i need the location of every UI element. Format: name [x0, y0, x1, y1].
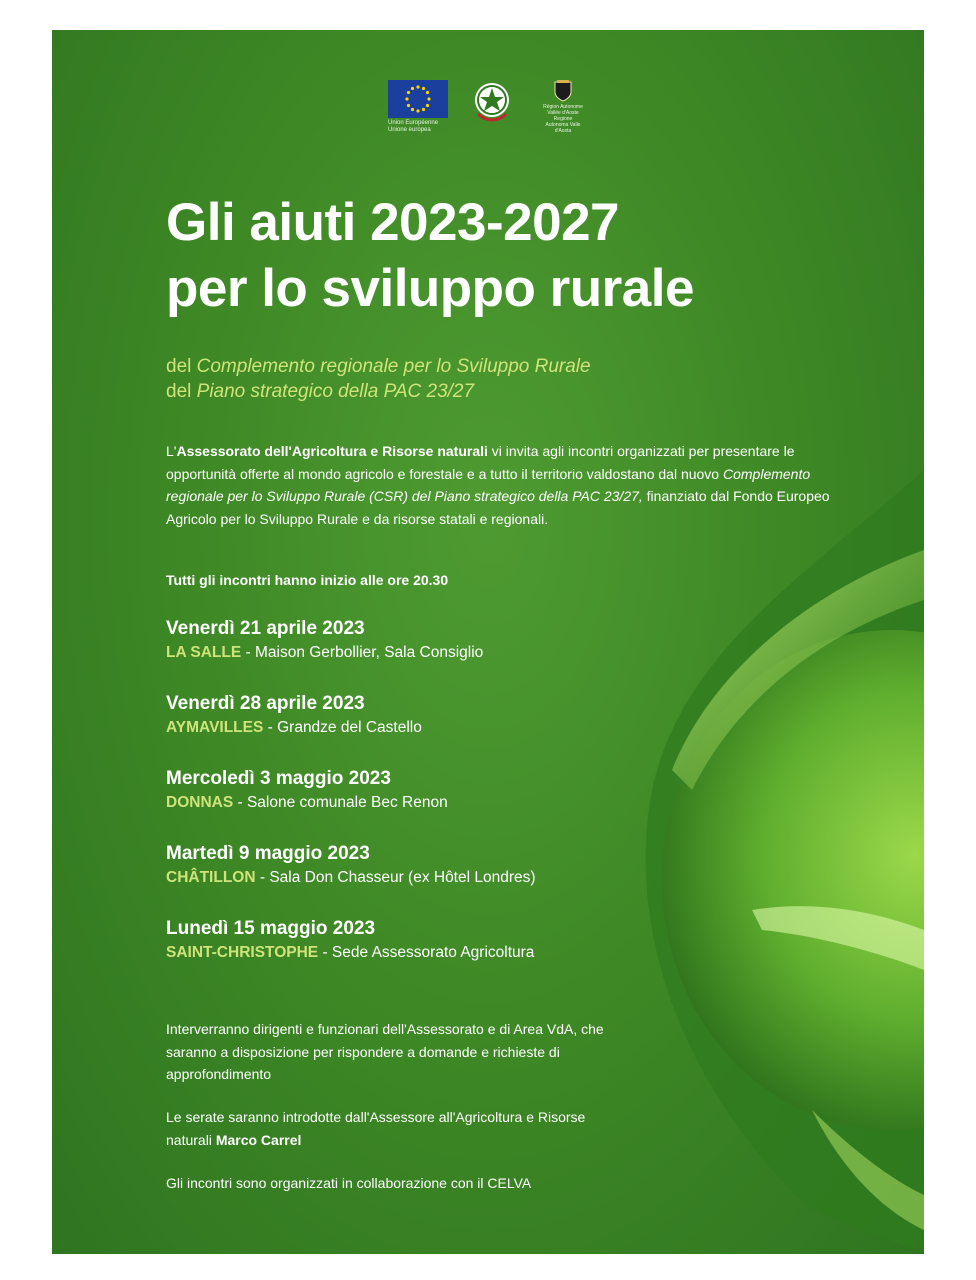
subtitle: [166, 354, 766, 404]
subtitle-line-1: [166, 354, 766, 379]
event-venue: - Salone comunale Bec Renon: [233, 794, 448, 811]
event-date: Venerdì 21 aprile 2023: [166, 618, 365, 639]
title-line-2: per lo sviluppo rurale: [166, 259, 694, 318]
event-date: Mercoledì 3 maggio 2023: [166, 768, 391, 789]
event-poster: [52, 30, 924, 1254]
intro-text-a: vi invita agli incontri organizzati per presentare le opportunità offerte al mondo agricolo e forestale e a tutto il territorio valdostano dal nuovo: [166, 443, 795, 482]
event-place: [166, 792, 686, 814]
valle-aosta-region-logo: [543, 80, 583, 138]
subtitle-italic-1: Complemento regionale per lo Sviluppo Rurale: [196, 356, 591, 377]
subtitle-italic-2: Piano strategico della PAC 23/27: [196, 381, 475, 402]
eu-caption-line2: Unione europea: [388, 127, 431, 133]
assessor-name: Marco Carrel: [215, 1131, 302, 1148]
event-town: SAINT-CHRISTOPHE: [166, 944, 319, 961]
title-line-1: Gli aiuti 2023-2027: [166, 193, 620, 252]
subtitle-prefix-1: del: [166, 356, 192, 377]
event-place: [166, 942, 686, 964]
star-emblem-icon: [472, 80, 512, 124]
intro-lead: L': [166, 443, 177, 459]
intro-org: Assessorato dell'Agricoltura e Risorse naturali: [176, 443, 488, 459]
collaboration-note: Gli incontri sono organizzati in collaborazione con il CELVA: [166, 1175, 532, 1191]
italian-republic-emblem: [472, 80, 512, 124]
subtitle-line-2: [166, 379, 766, 404]
event-date: Venerdì 28 aprile 2023: [166, 693, 365, 714]
event-date: Lunedì 15 maggio 2023: [166, 918, 376, 939]
event-town: AYMAVILLES: [166, 719, 264, 736]
event-date: Martedì 9 maggio 2023: [166, 843, 370, 864]
coat-of-arms-icon: [543, 80, 583, 102]
intro-text-b: finanziato dal Fondo Europeo Agricolo per lo Sviluppo Rurale e da risorse statali e regionali.: [166, 488, 830, 527]
eu-caption-line1: Union Européenne: [388, 120, 439, 126]
event-town: LA SALLE: [166, 644, 242, 661]
event-place: [166, 642, 686, 664]
introduction-text: Le serate saranno introdotte dall'Assessore all'Agricoltura e Risorse naturali: [166, 1109, 586, 1148]
intro-italic: Complemento regionale per lo Sviluppo Rurale (CSR) del Piano strategico della PAC 23/27,: [166, 465, 811, 504]
eu-caption: [388, 120, 458, 134]
event-place: [166, 867, 686, 889]
event-place: [166, 717, 686, 739]
event-venue: - Sede Assessorato Agricoltura: [318, 944, 535, 961]
introduction-note: [166, 1106, 626, 1151]
eu-stars-icon: [388, 80, 448, 118]
event-town: CHÂTILLON: [166, 869, 256, 886]
event-item: [166, 841, 686, 916]
page-title: [166, 190, 866, 322]
event-town: DONNAS: [166, 794, 234, 811]
event-venue: - Sala Don Chasseur (ex Hôtel Londres): [255, 869, 536, 886]
events-list: [166, 616, 686, 991]
event-item: [166, 766, 686, 841]
eu-flag-logo: [388, 80, 448, 118]
event-venue: - Grandze del Castello: [263, 719, 422, 736]
event-item: [166, 691, 686, 766]
intro-paragraph: [166, 440, 856, 530]
start-time-note: Tutti gli incontri hanno inizio alle ore 20.30: [166, 572, 449, 588]
speakers-note: Interverranno dirigenti e funzionari dell'Assessorato e di Area VdA, che saranno a disposizione per rispondere a domande e richieste di approfondimento: [166, 1021, 604, 1082]
event-venue: - Maison Gerbollier, Sala Consiglio: [241, 644, 484, 661]
subtitle-prefix-2: del: [166, 381, 192, 402]
event-item: [166, 916, 686, 991]
region-caption: Région Autonome Vallée d'Aoste Regione Autonoma Valle d'Aosta: [543, 104, 583, 134]
event-item: [166, 616, 686, 691]
